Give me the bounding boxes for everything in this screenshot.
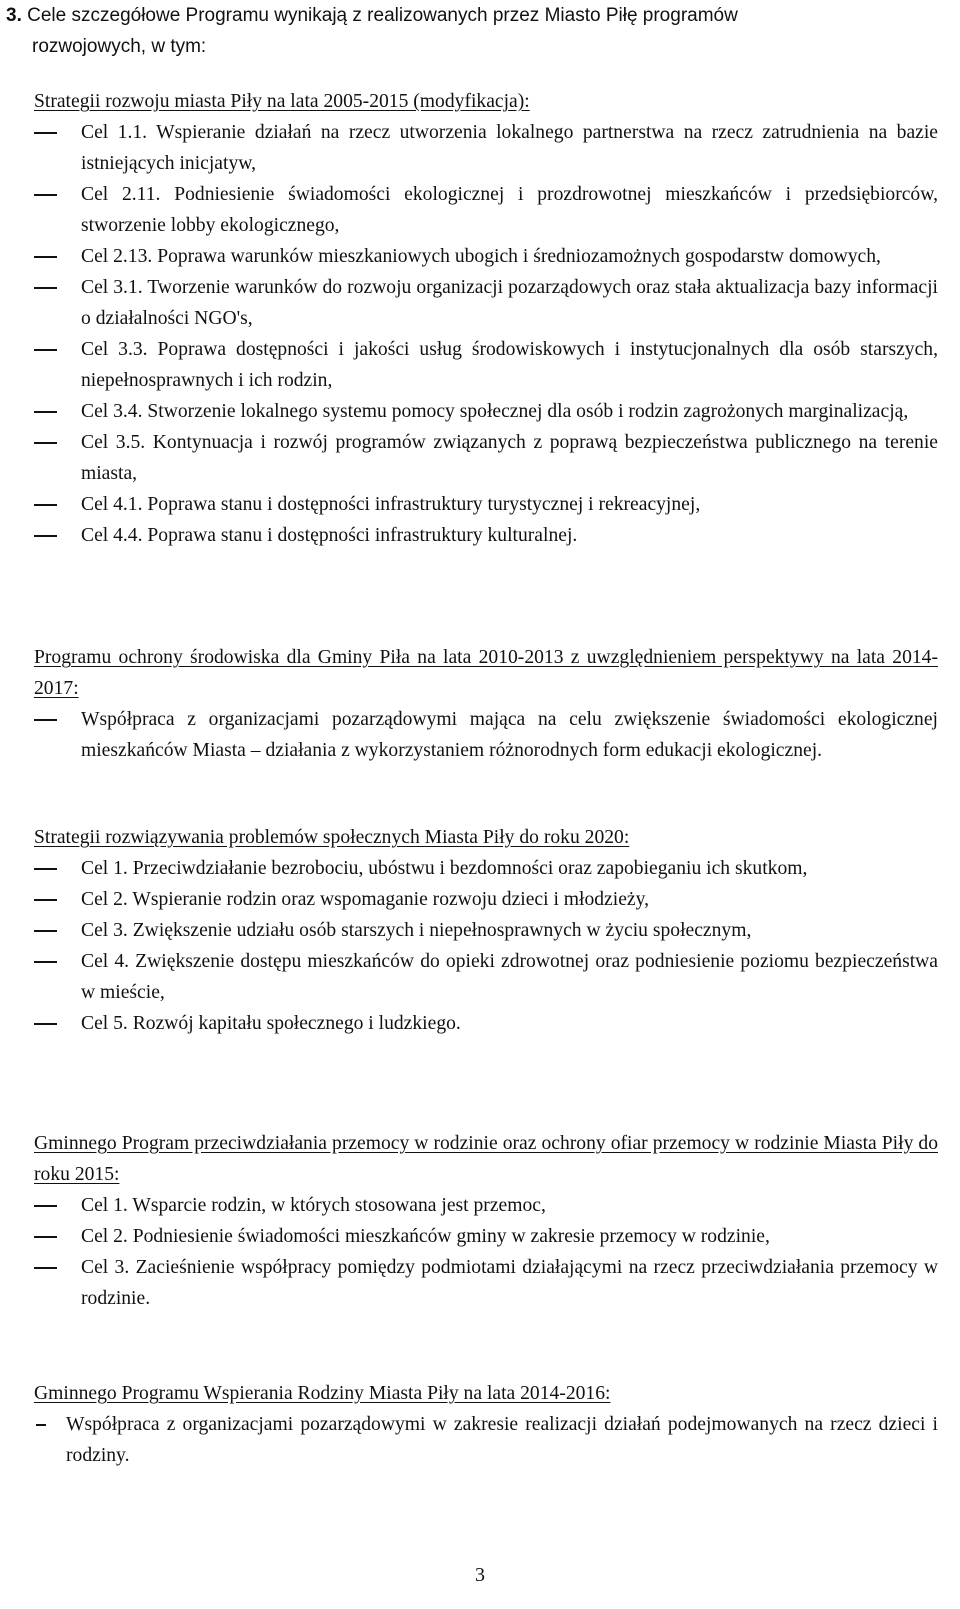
goal-item (0, 915, 960, 946)
goal-item (0, 179, 960, 241)
dash-bullet-icon (34, 411, 57, 413)
section-heading-line2: rozwojowych, w tym: (32, 36, 207, 57)
dash-bullet-icon (34, 1267, 57, 1269)
goal-text: Cel 2. Podniesienie świadomości mieszkańców gminy w zakresie przemocy w rodzinie, (81, 1226, 770, 1247)
dash-bullet-icon (34, 132, 57, 134)
program-environment-protection (0, 642, 960, 766)
dash-bullet-icon (34, 256, 57, 258)
goal-item (0, 427, 960, 489)
program-title: Strategii rozwiązywania problemów społecznych Miasta Piły do roku 2020: (34, 827, 630, 848)
goal-text: Cel 2.13. Poprawa warunków mieszkaniowych ubogich i średniozamożnych gospodarstw domowych, (81, 246, 881, 267)
goal-text: Cel 4.4. Poprawa stanu i dostępności infrastruktury kulturalnej. (81, 525, 578, 546)
program-title: Strategii rozwoju miasta Piły na lata 2005-2015 (modyfikacja): (34, 91, 530, 112)
goal-item (0, 241, 960, 272)
hyphen-bullet-icon (36, 1424, 46, 1426)
goal-text: Cel 4. Zwiększenie dostępu mieszkańców do opieki zdrowotnej oraz podniesienie poziomu bezpieczeństwa w mieście, (81, 951, 938, 1003)
dash-bullet-icon (34, 868, 57, 870)
program-title: Gminnego Programu Wspierania Rodziny Miasta Piły na lata 2014-2016: (34, 1383, 611, 1404)
goal-item (0, 489, 960, 520)
goal-text: Cel 3. Zacieśnienie współpracy pomiędzy podmiotami działającymi na rzecz przeciwdziałania przemocy w rodzinie. (81, 1257, 938, 1309)
goal-item (0, 1221, 960, 1252)
section-number: 3. (6, 5, 22, 26)
goal-item (0, 272, 960, 334)
program-social-problems-strategy (0, 822, 960, 1039)
program-domestic-violence (0, 1128, 960, 1314)
program-family-support (0, 1378, 960, 1471)
goal-item (0, 704, 960, 766)
goal-item (0, 1409, 960, 1471)
goal-item (0, 396, 960, 427)
goal-item (0, 1190, 960, 1221)
program-title: Programu ochrony środowiska dla Gminy Piła na lata 2010-2013 z uwzględnieniem perspektywy na lata 2014-2017: (34, 647, 938, 699)
goal-text: Cel 1.1. Wspieranie działań na rzecz utworzenia lokalnego partnerstwa na rzecz zatrudnienia na bazie istniejących inicjatyw, (81, 122, 938, 174)
goal-text: Cel 3. Zwiększenie udziału osób starszych i niepełnosprawnych w życiu społecznym, (81, 920, 752, 941)
dash-bullet-icon (34, 1205, 57, 1207)
dash-bullet-icon (34, 194, 57, 196)
goal-item (0, 1008, 960, 1039)
dash-bullet-icon (34, 535, 57, 537)
dash-bullet-icon (34, 719, 57, 721)
goal-item (0, 946, 960, 1008)
goal-text: Cel 1. Przeciwdziałanie bezrobociu, ubóstwu i bezdomności oraz zapobieganiu ich skutkom, (81, 858, 808, 879)
dash-bullet-icon (34, 287, 57, 289)
dash-bullet-icon (34, 1023, 57, 1025)
goal-item (0, 334, 960, 396)
goal-text: Cel 2.11. Podniesienie świadomości ekologicznej i prozdrowotnej mieszkańców i przedsiębiorców, stworzenie lobby ekologicznego, (81, 184, 938, 236)
dash-bullet-icon (34, 442, 57, 444)
goal-text: Cel 1. Wsparcie rodzin, w których stosowana jest przemoc, (81, 1195, 546, 1216)
goal-text: Cel 3.5. Kontynuacja i rozwój programów związanych z poprawą bezpieczeństwa publicznego na terenie miasta, (81, 432, 938, 484)
page-number: 3 (475, 1564, 485, 1586)
goal-item (0, 520, 960, 551)
program-title: Gminnego Program przeciwdziałania przemocy w rodzinie oraz ochrony ofiar przemocy w rodzinie Miasta Piły do roku 2015: (34, 1133, 938, 1185)
dash-bullet-icon (34, 1236, 57, 1238)
goal-text: Cel 5. Rozwój kapitału społecznego i ludzkiego. (81, 1013, 461, 1034)
goal-text: Cel 3.4. Stworzenie lokalnego systemu pomocy społecznej dla osób i rodzin zagrożonych marginalizacją, (81, 401, 909, 422)
goal-item (0, 853, 960, 884)
program-strategy-2005-2015 (0, 86, 960, 551)
goal-item (0, 884, 960, 915)
goal-text: Cel 3.1. Tworzenie warunków do rozwoju organizacji pozarządowych oraz stała aktualizacja bazy informacji o działalności NGO's, (81, 277, 938, 329)
goal-text: Cel 4.1. Poprawa stanu i dostępności infrastruktury turystycznej i rekreacyjnej, (81, 494, 701, 515)
goal-text: Cel 3.3. Poprawa dostępności i jakości usług środowiskowych i instytucjonalnych dla osób starszych, niepełnosprawnych i ich rodzin, (81, 339, 938, 391)
dash-bullet-icon (34, 504, 57, 506)
goal-text: Cel 2. Wspieranie rodzin oraz wspomaganie rozwoju dzieci i młodzieży, (81, 889, 650, 910)
dash-bullet-icon (34, 961, 57, 963)
goal-text: Współpraca z organizacjami pozarządowymi w zakresie realizacji działań podejmowanych na rzecz dzieci i rodziny. (66, 1414, 938, 1466)
dash-bullet-icon (34, 899, 57, 901)
section-heading (6, 0, 936, 62)
goal-item (0, 1252, 960, 1314)
section-heading-line1: Cele szczegółowe Programu wynikają z realizowanych przez Miasto Piłę programów (27, 5, 738, 26)
goal-item (0, 117, 960, 179)
goal-text: Współpraca z organizacjami pozarządowymi mająca na celu zwiększenie świadomości ekologicznej mieszkańców Miasta – działania z wykorzystaniem różnorodnych form edukacji ekologicznej. (81, 709, 938, 761)
dash-bullet-icon (34, 349, 57, 351)
dash-bullet-icon (34, 930, 57, 932)
